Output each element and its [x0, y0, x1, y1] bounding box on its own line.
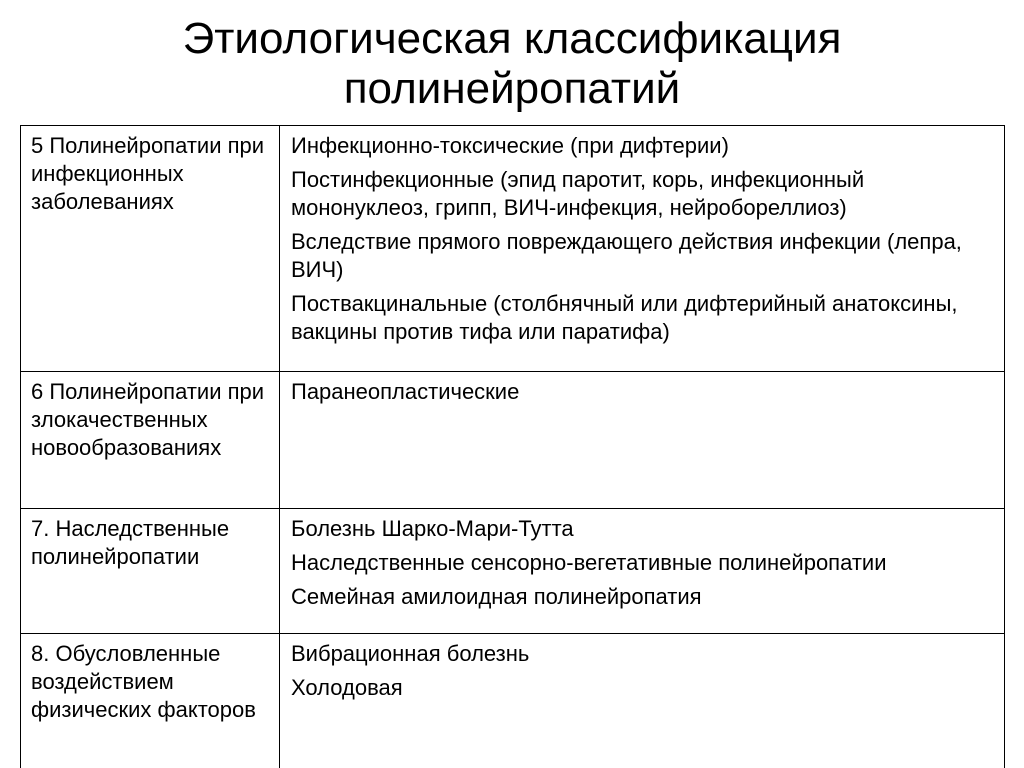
list-item: Постинфекционные (эпид паротит, корь, инфекционный мононуклеоз, грипп, ВИЧ-инфекция, нейробореллиоз)	[291, 167, 865, 220]
category-cell: 6 Полинейропатии при злокачественных новообразованиях	[21, 372, 280, 509]
slide-title	[0, 14, 1024, 114]
items-cell	[280, 372, 1005, 509]
title-line-2: полинейропатий	[343, 64, 681, 113]
list-item: Болезнь Шарко-Мари-Тутта	[291, 516, 574, 541]
list-item: Холодовая	[291, 675, 403, 700]
items-cell	[280, 509, 1005, 634]
classification-table	[20, 125, 1005, 768]
list-item: Вибрационная болезнь	[291, 641, 530, 666]
table-row	[21, 126, 1005, 372]
list-item: Наследственные сенсорно-вегетативные полинейропатии	[291, 550, 887, 575]
table-row	[21, 634, 1005, 768]
items-cell	[280, 634, 1005, 768]
table-row	[21, 372, 1005, 509]
title-line-1: Этиологическая классификация	[182, 14, 842, 63]
list-item: Инфекционно-токсические (при дифтерии)	[291, 133, 729, 158]
list-item: Вследствие прямого повреждающего действия инфекции (лепра, ВИЧ)	[291, 229, 962, 282]
list-item: Поствакцинальные (столбнячный или дифтерийный анатоксины, вакцины против тифа или паратифа)	[291, 291, 958, 344]
list-item: Паранеопластические	[291, 379, 520, 404]
category-cell: 5 Полинейропатии при инфекционных заболеваниях	[21, 126, 280, 372]
list-item: Семейная амилоидная полинейропатия	[291, 584, 702, 609]
items-cell	[280, 126, 1005, 372]
category-cell: 7. Наследственные полинейропатии	[21, 509, 280, 634]
table-row	[21, 509, 1005, 634]
category-cell: 8. Обусловленные воздействием физических факторов	[21, 634, 280, 768]
